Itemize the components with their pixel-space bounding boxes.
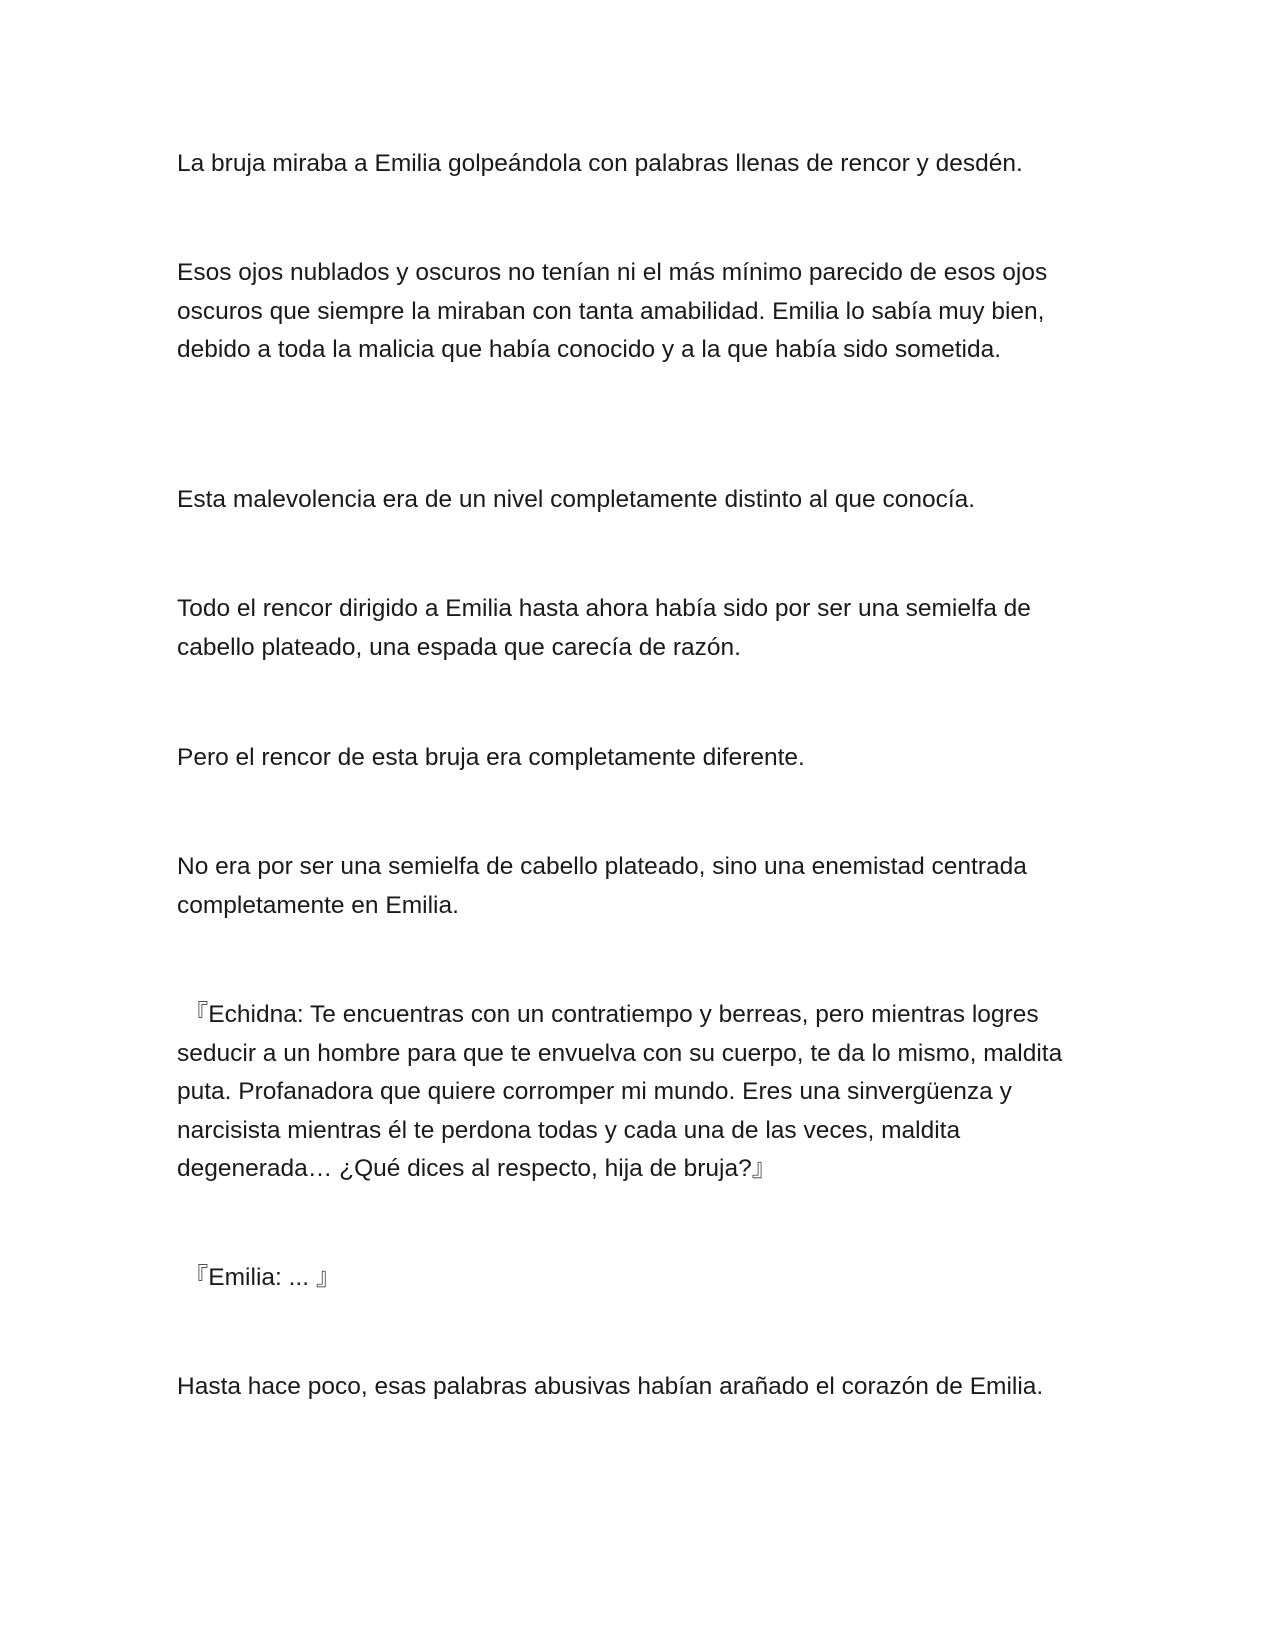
- paragraph-3: Esta malevolencia era de un nivel completamente distinto al que conocía.: [177, 486, 976, 513]
- dialogue-emilia: 『Emilia: ... 』: [177, 1264, 341, 1291]
- paragraph-5: Pero el rencor de esta bruja era completamente diferente.: [177, 744, 805, 771]
- paragraph-6: No era por ser una semielfa de cabello plateado, sino una enemistad centrada completamente en Emilia.: [177, 853, 1027, 919]
- dialogue-echidna: 『Echidna: Te encuentras con un contratiempo y berreas, pero mientras logres seducir a un hombre para que te envuelva con su cuerpo, te da lo mismo, maldita puta. Profanadora que quiere corromper mi mundo. Eres una sinvergüenza y narcisista mientras él te perdona todas y cada una de las veces, maldita degenerada… ¿Qué dices al respecto, hija de bruja?』: [177, 1001, 1063, 1182]
- paragraph-2: Esos ojos nublados y oscuros no tenían ni el más mínimo parecido de esos ojos oscuros que siempre la miraban con tanta amabilidad. Emilia lo sabía muy bien, debido a toda la malicia que había conocido y a la que había sido sometida.: [177, 259, 1048, 363]
- paragraph-7: Hasta hace poco, esas palabras abusivas habían arañado el corazón de Emilia.: [177, 1373, 1044, 1400]
- paragraph-1: La bruja miraba a Emilia golpeándola con palabras llenas de rencor y desdén.: [177, 150, 1023, 177]
- paragraph-4: Todo el rencor dirigido a Emilia hasta ahora había sido por ser una semielfa de cabello plateado, una espada que carecía de razón.: [177, 595, 1031, 661]
